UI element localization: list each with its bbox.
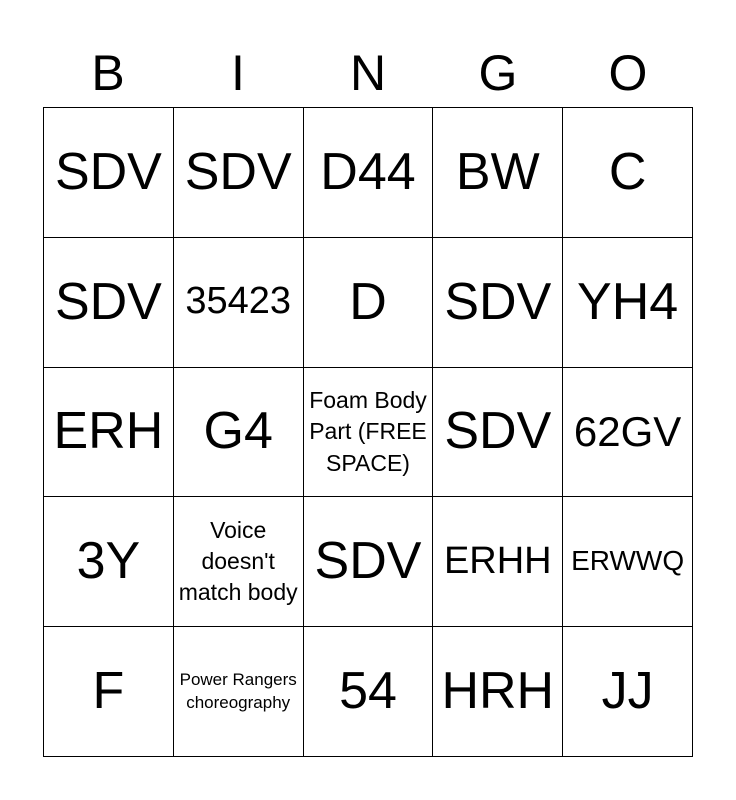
- bingo-cell[interactable]: [304, 238, 434, 368]
- header-letter-b: B: [91, 45, 125, 101]
- cell-text: C: [608, 142, 647, 201]
- cell-text: SDV: [184, 142, 292, 201]
- cell-text: ERH: [53, 402, 164, 461]
- cell-text: Foam Body Part (FREE SPACE): [309, 387, 427, 476]
- bingo-cell[interactable]: [304, 108, 434, 238]
- cell-text: SDV: [54, 272, 162, 331]
- bingo-cell[interactable]: [563, 627, 693, 757]
- header-letter-i: I: [231, 45, 245, 101]
- cell-text: F: [92, 662, 125, 720]
- cell-text: D: [349, 272, 387, 331]
- header-letter-n: N: [349, 45, 387, 101]
- bingo-cell[interactable]: [304, 497, 434, 627]
- header-letter-o: O: [608, 45, 648, 101]
- bingo-cell[interactable]: [174, 368, 304, 498]
- bingo-cell[interactable]: [174, 108, 304, 238]
- cell-text: SDV: [444, 272, 552, 331]
- cell-text: HRH: [441, 662, 555, 720]
- bingo-cell[interactable]: [433, 627, 563, 757]
- bingo-grid: [43, 107, 693, 757]
- cell-text: YH4: [577, 272, 679, 331]
- bingo-header: [43, 40, 693, 106]
- cell-text: SDV: [314, 532, 422, 591]
- cell-text: SDV: [54, 142, 162, 201]
- bingo-cell[interactable]: [174, 238, 304, 368]
- cell-text: G4: [203, 402, 273, 461]
- bingo-cell[interactable]: [433, 108, 563, 238]
- cell-text: BW: [455, 142, 540, 201]
- bingo-cell[interactable]: [174, 497, 304, 627]
- header-letter-g: G: [478, 45, 518, 101]
- bingo-cell[interactable]: [563, 497, 693, 627]
- cell-text: Power Rangers choreography: [179, 669, 297, 712]
- bingo-cell[interactable]: [44, 368, 174, 498]
- cell-text: ERHH: [443, 539, 552, 582]
- bingo-cell[interactable]: [563, 368, 693, 498]
- bingo-cell[interactable]: [433, 497, 563, 627]
- cell-text: D44: [320, 142, 416, 201]
- cell-text: JJ: [601, 662, 654, 720]
- cell-text: Voice doesn't match body: [178, 517, 298, 606]
- bingo-cell[interactable]: [433, 238, 563, 368]
- free-space-cell[interactable]: [304, 368, 434, 498]
- bingo-cell[interactable]: [304, 627, 434, 757]
- bingo-cell[interactable]: [174, 627, 304, 757]
- cell-text: 3Y: [76, 532, 141, 591]
- cell-text: 54: [339, 662, 397, 720]
- cell-text: 35423: [185, 280, 292, 323]
- bingo-cell[interactable]: [563, 108, 693, 238]
- cell-text: ERWWQ: [571, 545, 685, 577]
- bingo-cell[interactable]: [44, 108, 174, 238]
- bingo-cell[interactable]: [44, 627, 174, 757]
- bingo-cell[interactable]: [563, 238, 693, 368]
- cell-text: SDV: [444, 402, 552, 461]
- bingo-cell[interactable]: [44, 238, 174, 368]
- cell-text: 62GV: [573, 407, 682, 455]
- bingo-cell[interactable]: [433, 368, 563, 498]
- bingo-cell[interactable]: [44, 497, 174, 627]
